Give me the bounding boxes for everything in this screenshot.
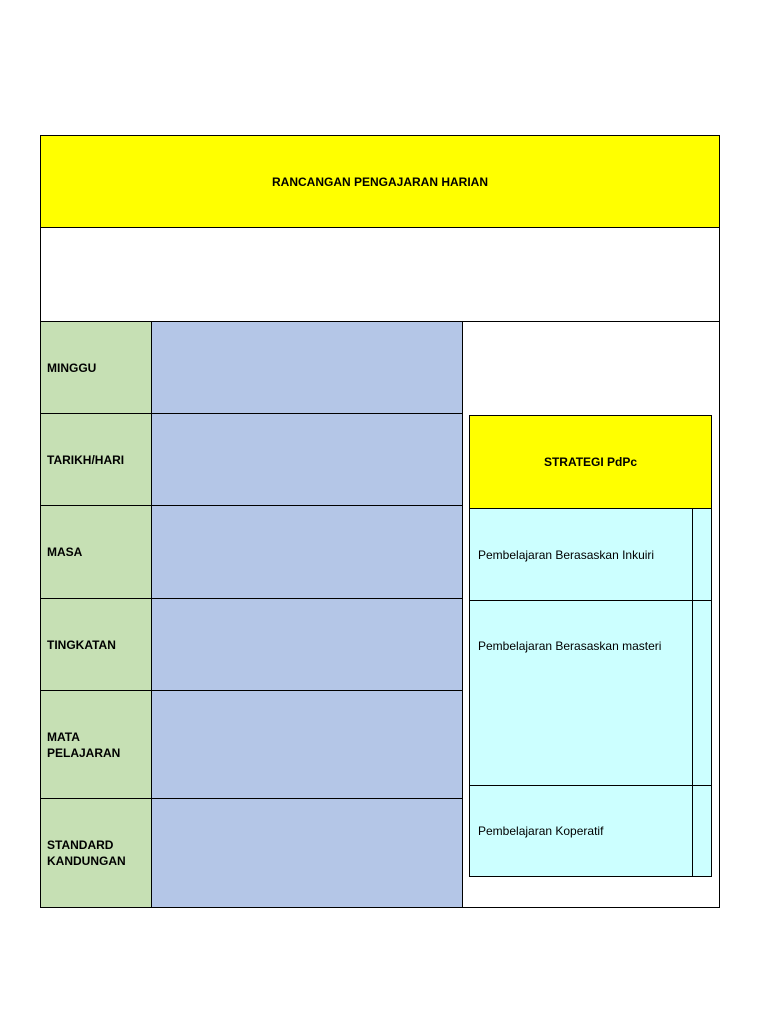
value-mata-pelajaran[interactable] [151,690,463,799]
strategy-item-koperatif [469,785,693,877]
value-minggu[interactable] [151,321,463,414]
strategy-heading: STRATEGI PdPc [543,455,638,469]
strategy-heading-cell [469,415,712,509]
label-masa [40,505,152,599]
value-tingkatan[interactable] [151,598,463,691]
label-text-line2: KANDUNGAN [47,854,126,868]
value-masa[interactable] [151,505,463,599]
label-text-line2: PELAJARAN [47,745,121,760]
label-text: MASA [47,545,83,559]
form-title: RANCANGAN PENGAJARAN HARIAN [271,174,488,189]
label-text: TINGKATAN [47,637,116,652]
label-text: MINGGU [47,360,97,375]
label-text-line1: MATA [47,729,80,744]
label-tarikh-hari [40,413,152,506]
strategy-item-label: Pembelajaran Koperatif [478,824,604,838]
label-minggu [40,321,152,414]
blank-header-band [40,227,720,322]
strategy-item-inkuiri [469,508,693,601]
strategy-item-label: Pembelajaran Berasaskan Inkuiri [478,547,655,562]
strategy-item-label: Pembelajaran Berasaskan masteri [478,639,662,653]
strategy-item-masteri [469,600,693,786]
label-text: TARIKH/HARI [47,452,125,467]
label-text-line1: STANDARD [47,838,114,852]
strategy-checkbox-masteri[interactable] [692,600,712,786]
label-tingkatan [40,598,152,691]
label-mata-pelajaran [40,690,152,799]
label-standard-kandungan [40,798,152,908]
value-standard-kandungan[interactable] [151,798,463,908]
form-title-band [40,135,720,228]
strategy-checkbox-inkuiri[interactable] [692,508,712,601]
strategy-checkbox-koperatif[interactable] [692,785,712,877]
value-tarikh-hari[interactable] [151,413,463,506]
